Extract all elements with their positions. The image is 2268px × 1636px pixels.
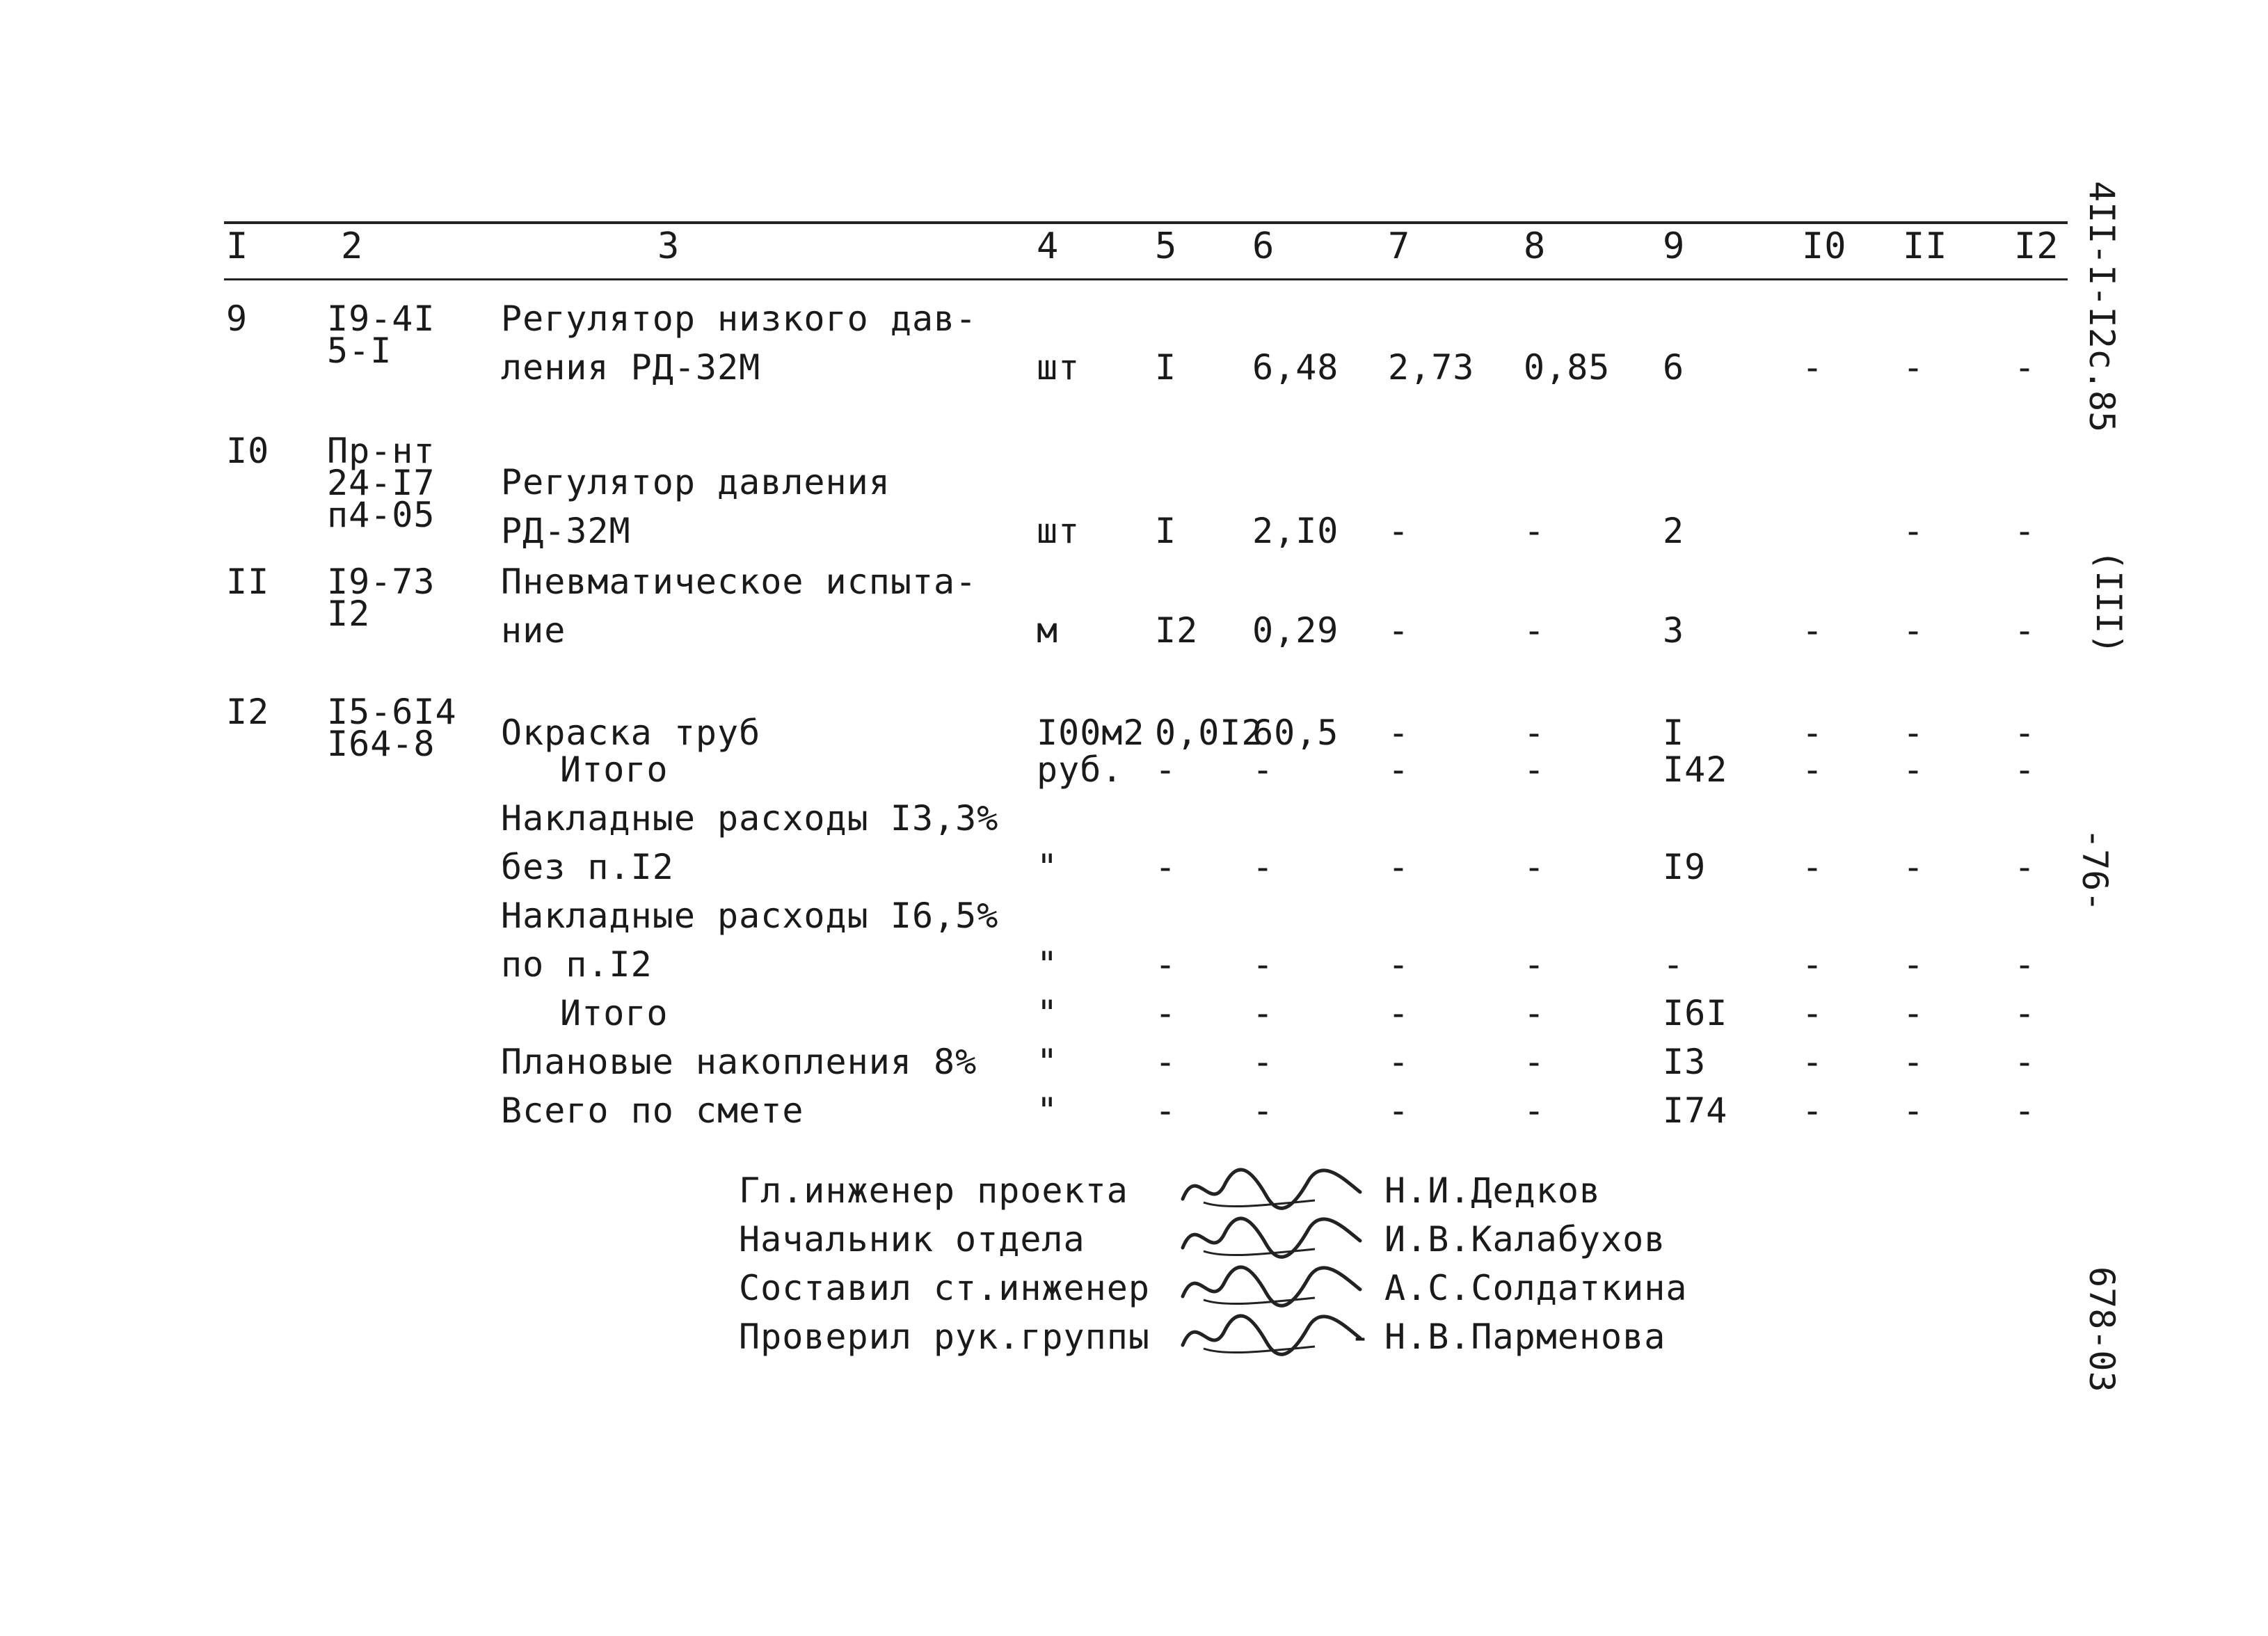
total-cell-c11: - [1903,847,1925,887]
cell-c6: 60,5 [1252,713,1339,753]
total-cell-c5: - [1155,749,1177,790]
rate-code: 24-I7 [327,463,436,503]
column-header: 6 [1252,225,1275,267]
total-cell-unit: " [1037,1042,1059,1082]
total-cell-c12: - [2014,847,2036,887]
total-cell-c6: - [1252,847,1275,887]
total-cell-c7: - [1388,749,1410,790]
total-cell-c5: - [1155,1090,1177,1131]
table-top-rule [224,221,2068,224]
total-cell-unit: руб. [1037,749,1124,790]
total-cell-c10: - [1802,993,1824,1033]
item-name: ние [501,610,566,651]
total-label: Итого [560,749,669,790]
cell-c9: I [1663,713,1685,753]
total-cell-c11: - [1903,993,1925,1033]
total-cell-unit: " [1037,1090,1059,1131]
handwritten-signature [1176,1303,1371,1369]
cell-c12: - [2014,610,2036,651]
signatory-role: Начальник отдела [739,1219,1085,1260]
total-cell-c6: - [1252,1090,1275,1131]
total-cell-c11: - [1903,749,1925,790]
total-label: без п.I2 [501,847,674,887]
cell-c7: - [1388,610,1410,651]
rate-code: 5-I [327,331,392,371]
total-cell-c12: - [2014,993,2036,1033]
cell-c11: - [1903,713,1925,753]
margin-stamp: 678-03 [2082,1266,2122,1392]
rate-code: I5-6I4 [327,692,457,732]
column-header: I [226,225,249,267]
total-cell-c7: - [1388,1090,1410,1131]
total-cell-unit: " [1037,993,1059,1033]
total-cell-c5: - [1155,944,1177,985]
total-cell-c8: - [1524,944,1546,985]
cell-c12: - [2014,713,2036,753]
cell-c6: 6,48 [1252,347,1339,388]
total-label: Накладные расходы I3,3% [501,798,999,839]
cell-c7: 2,73 [1388,347,1475,388]
total-cell-c6: - [1252,1042,1275,1082]
column-header: 2 [341,225,364,267]
column-header: 4 [1037,225,1060,267]
cell-c12: - [2014,511,2036,551]
total-cell-c9: - [1663,944,1685,985]
total-label: Плановые накопления 8% [501,1042,977,1082]
signatory-name: А.С.Солдаткина [1384,1268,1688,1308]
total-cell-c9: I42 [1663,749,1728,790]
cell-c9: 3 [1663,610,1685,651]
cell-c7: - [1388,713,1410,753]
column-header: I0 [1802,225,1847,267]
total-label: Накладные расходы I6,5% [501,896,999,936]
total-cell-c12: - [2014,1090,2036,1131]
cell-c12: - [2014,347,2036,388]
column-header: 3 [657,225,680,267]
item-name: Регулятор давления [501,462,891,502]
rate-code: Пр-нт [327,431,436,471]
signatory-name: Н.И.Дедков [1384,1170,1602,1211]
total-cell-c5: - [1155,847,1177,887]
cell-c10: - [1802,713,1824,753]
signature-dash: - [1350,1317,1372,1357]
total-cell-c10: - [1802,1090,1824,1131]
rate-code: I9-73 [327,562,436,602]
total-cell-c12: - [2014,1042,2036,1082]
total-cell-c8: - [1524,847,1546,887]
column-header: II [1903,225,1948,267]
column-header: 7 [1388,225,1411,267]
total-cell-c8: - [1524,993,1546,1033]
rate-code: I2 [327,594,371,634]
cell-unit: I00м2 [1037,713,1145,753]
item-name: Окраска труб [501,713,761,753]
total-cell-c8: - [1524,749,1546,790]
rate-code: I64-8 [327,724,436,764]
cell-unit: шт [1037,347,1080,388]
column-header: 8 [1524,225,1547,267]
total-cell-c11: - [1903,1042,1925,1082]
row-number: II [226,562,270,602]
row-number: I0 [226,431,270,471]
item-name: Пневматическое испыта- [501,562,977,602]
signatory-role: Проверил рук.группы [739,1317,1150,1357]
cell-qty: I [1155,511,1177,551]
cell-c7: - [1388,511,1410,551]
signatory-role: Гл.инженер проекта [739,1170,1128,1211]
cell-c8: - [1524,713,1546,753]
total-cell-c10: - [1802,944,1824,985]
cell-c11: - [1903,511,1925,551]
cell-qty: 0,0I2 [1155,713,1263,753]
cell-qty: I [1155,347,1177,388]
cell-c9: 6 [1663,347,1685,388]
total-label: Итого [560,993,669,1033]
total-cell-c10: - [1802,1042,1824,1082]
column-header: I2 [2014,225,2059,267]
signatory-name: И.В.Калабухов [1384,1219,1666,1260]
cell-c9: 2 [1663,511,1685,551]
total-cell-c6: - [1252,993,1275,1033]
total-cell-c9: I9 [1663,847,1707,887]
signatory-name: Н.В.Парменова [1384,1317,1666,1357]
total-cell-c7: - [1388,847,1410,887]
total-cell-c6: - [1252,944,1275,985]
total-cell-c8: - [1524,1090,1546,1131]
column-header: 5 [1155,225,1178,267]
column-header: 9 [1663,225,1686,267]
total-cell-unit: " [1037,847,1059,887]
total-cell-c9: I6I [1663,993,1728,1033]
cell-c6: 0,29 [1252,610,1339,651]
cell-c10: - [1802,347,1824,388]
total-label: Всего по смете [501,1090,804,1131]
item-name: Регулятор низкого дав- [501,299,977,339]
item-name: ления РД-32М [501,347,761,388]
total-cell-c7: - [1388,1042,1410,1082]
margin-volume: (III) [2089,550,2129,655]
total-cell-c9: I74 [1663,1090,1728,1131]
total-cell-c9: I3 [1663,1042,1707,1082]
total-cell-c7: - [1388,993,1410,1033]
cell-c11: - [1903,347,1925,388]
row-number: 9 [226,299,248,339]
total-cell-c12: - [2014,749,2036,790]
total-cell-c10: - [1802,847,1824,887]
total-cell-c5: - [1155,993,1177,1033]
cell-c8: 0,85 [1524,347,1611,388]
total-cell-c11: - [1903,1090,1925,1131]
total-label: по п.I2 [501,944,653,985]
signatory-role: Составил ст.инженер [739,1268,1150,1308]
total-cell-c5: - [1155,1042,1177,1082]
total-cell-c8: - [1524,1042,1546,1082]
total-cell-c7: - [1388,944,1410,985]
cell-c11: - [1903,610,1925,651]
item-name: РД-32М [501,511,631,551]
cell-unit: шт [1037,511,1080,551]
total-cell-unit: " [1037,944,1059,985]
total-cell-c6: - [1252,749,1275,790]
margin-doc-code: 4II-I-I2с.85 [2082,181,2122,433]
cell-c10: - [1802,610,1824,651]
total-cell-c10: - [1802,749,1824,790]
row-number: I2 [226,692,270,732]
cell-unit: м [1037,610,1059,651]
cell-c8: - [1524,511,1546,551]
header-bottom-rule [224,278,2068,280]
margin-page-number: -76- [2075,828,2115,912]
total-cell-c12: - [2014,944,2036,985]
rate-code: п4-05 [327,495,436,535]
cell-c6: 2,I0 [1252,511,1339,551]
total-cell-c11: - [1903,944,1925,985]
cell-c8: - [1524,610,1546,651]
rate-code: I9-4I [327,299,436,339]
cell-qty: I2 [1155,610,1199,651]
